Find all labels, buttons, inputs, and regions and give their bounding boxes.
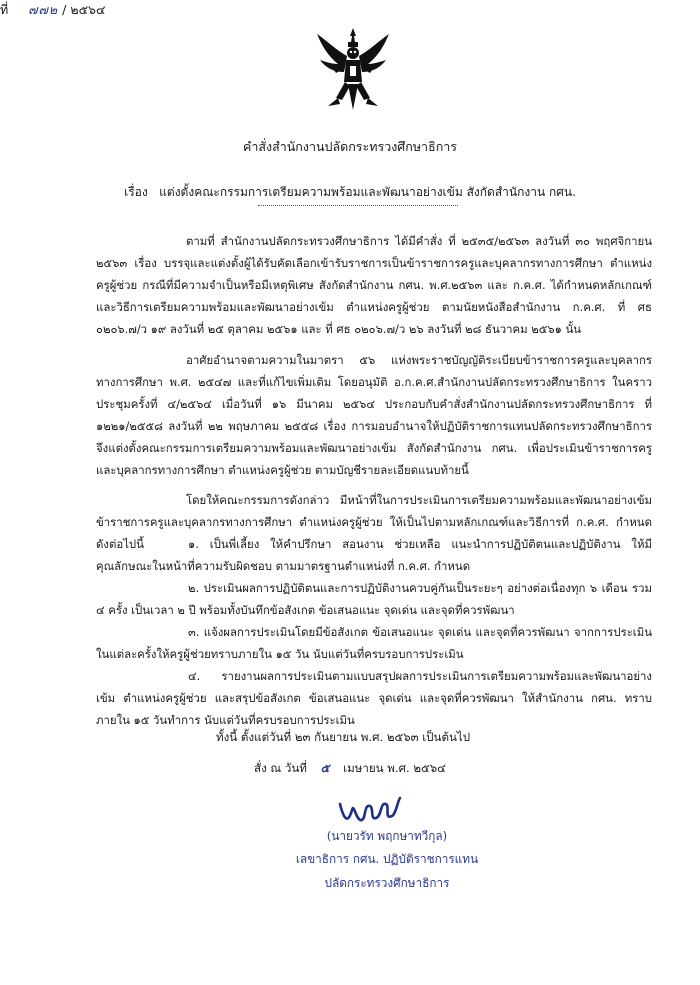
signer-name: (นายวรัท พฤกษาทวีกุล) bbox=[326, 829, 448, 843]
list-item: ๒. ประเมินผลการปฏิบัติตนและการปฏิบัติงานควบคู่กันเป็นระยะๆ อย่างต่อเนื่องทุก ๖ เดือน รวม ๔ ครั้ง เป็นเวลา ๒ ปี พร้อมทั้งบันทึกข้อสังเกต ข้อเสนอแนะ จุดเด่น และจุดที่ควรพัฒนา bbox=[96, 581, 652, 617]
signer-title: เลขาธิการ กศน. ปฏิบัติราชการแทน bbox=[295, 852, 479, 866]
number-suffix: / ๒๕๖๔ bbox=[62, 2, 106, 17]
signer-title-2: ปลัดกระทรวงศึกษาธิการ bbox=[324, 876, 450, 890]
dotted-divider bbox=[258, 205, 458, 206]
list-item: ๑. เป็นพี่เลี้ยง ให้คำปรึกษา สอนงาน ช่วยเหลือ แนะนำการปฏิบัติตนและปฏิบัติงาน ให้มีคุณลักษณะในหน้าที่ความรับผิดชอบ ตามมาตรฐานตำแหน่งที่ ก.ค.ศ. กำหนด bbox=[96, 537, 652, 573]
list-item: ๓. แจ้งผลการประเมินโดยมีข้อสังเกต ข้อเสนอแนะ จุดเด่น และจุดที่ควรพัฒนา จากการประเมินในแต่ละครั้งให้ครูผู้ช่วยทราบภายใน ๑๕ วัน นับแต่วันที่ครบรอบการประเมิน bbox=[96, 625, 652, 661]
garuda-emblem-icon bbox=[314, 26, 392, 112]
subject-label: เรื่อง bbox=[124, 185, 148, 199]
paragraph-3: โดยให้คณะกรรมการดังกล่าว มีหน้าที่ในการประเมินการเตรียมความพร้อมและพัฒนาอย่างเข้มข้าราชการครูและบุคลากรทางการศึกษา ตำแหน่งครูผู้ช่วย ให้เป็นไปตามหลักเกณฑ์และวิธีการที่ ก.ค.ศ. กำหนด ดังต่อไปนี้ bbox=[96, 493, 652, 551]
date-suffix: เมษายน พ.ศ. ๒๕๖๔ bbox=[343, 761, 446, 775]
duties-list bbox=[96, 533, 652, 731]
paragraph-2: อาศัยอำนาจตามความในมาตรา ๕๖ แห่งพระราชบัญญัติระเบียบข้าราชการครูและบุคลากรทางการศึกษา พ.ศ. ๒๕๔๗ และที่แก้ไขเพิ่มเติม โดยอนุมัติ อ.ก.ค.ศ.สำนักงานปลัดกระทรวงศึกษาธิการ ในคราวประชุมครั้งที่ ๔/๒๕๖๔ เมื่อวันที่ ๑๖ มีนาคม ๒๕๖๔ ประกอบกับคำสั่งสำนักงานปลัดกระทรวงศึกษาธิการ ที่ ๑๒๒๑/๒๕๕๘ ลงวันที่ ๒๒ พฤษภาคม ๒๕๕๘ เรื่อง การมอบอำนาจให้ปฏิบัติราชการแทนปลัดกระทรวงศึกษาธิการ จึงแต่งตั้งคณะกรรมการเตรียมความพร้อมและพัฒนาอย่างเข้ม สังกัดสำนักงาน กศน. เพื่อประเมินข้าราชการครูและบุคลากรทางการศึกษา ตำแหน่งครูผู้ช่วย ตามบัญชีรายละเอียดแนบท้ายนี้ bbox=[96, 353, 652, 477]
subject-text: แต่งตั้งคณะกรรมการเตรียมความพร้อมและพัฒนาอย่างเข้ม สังกัดสำนักงาน กศน. bbox=[159, 185, 576, 199]
effective-date: ทั้งนี้ ตั้งแต่วันที่ ๒๓ กันยายน พ.ศ. ๒๕๖๓ เป็นต้นไป bbox=[216, 730, 471, 744]
order-number bbox=[0, 0, 200, 20]
handwritten-signature-icon bbox=[334, 790, 404, 830]
subject-line bbox=[0, 183, 700, 202]
issuer-heading: คำสั่งสำนักงานปลัดกระทรวงศึกษาธิการ bbox=[242, 139, 458, 154]
date-prefix: สั่ง ณ วันที่ bbox=[254, 761, 307, 775]
number-value: ๗๗๒ bbox=[28, 2, 59, 17]
order-date bbox=[254, 760, 446, 778]
list-item: ๔. รายงานผลการประเมินตามแบบสรุปผลการประเมินการเตรียมความพร้อมและพัฒนาอย่างเข้ม ตำแหน่งครูผู้ช่วย และสรุปข้อสังเกต ข้อเสนอแนะ จุดเด่น และจุดที่ควรพัฒนา ให้สำนักงาน กศน. ทราบ ภายใน ๑๕ วันทำการ นับแต่วันที่ครบรอบการประเมิน bbox=[96, 669, 652, 727]
date-day: ๕ bbox=[320, 761, 330, 775]
paragraph-1: ตามที่ สำนักงานปลัดกระทรวงศึกษาธิการ ได้มีคำสั่ง ที่ ๒๕๓๕/๒๕๖๓ ลงวันที่ ๓๐ พฤศจิกายน ๒๕๖๓ เรื่อง บรรจุและแต่งตั้งผู้ได้รับคัดเลือกเข้ารับราชการเป็นข้าราชการครูและบุคลากรทางการศึกษา ตำแหน่งครูผู้ช่วย กรณีที่มีความจำเป็นหรือมีเหตุพิเศษ สังกัดสำนักงาน กศน. พ.ศ.๒๕๖๓ และ ก.ค.ศ. ได้กำหนดหลักเกณฑ์และวิธีการเตรียมความพร้อมและพัฒนาอย่างเข้ม ตำแหน่งครูผู้ช่วย ตามนัยหนังสือสำนักงาน ก.ค.ศ. ที่ ศธ ๐๒๐๖.๗/ว ๑๙ ลงวันที่ ๒๕ ตุลาคม ๒๕๖๑ และ ที่ ศธ ๐๒๐๖.๗/ว ๒๖ ลงวันที่ ๒๘ ธันวาคม ๒๕๖๑ นั้น bbox=[96, 234, 652, 336]
number-label: ที่ bbox=[0, 2, 9, 17]
